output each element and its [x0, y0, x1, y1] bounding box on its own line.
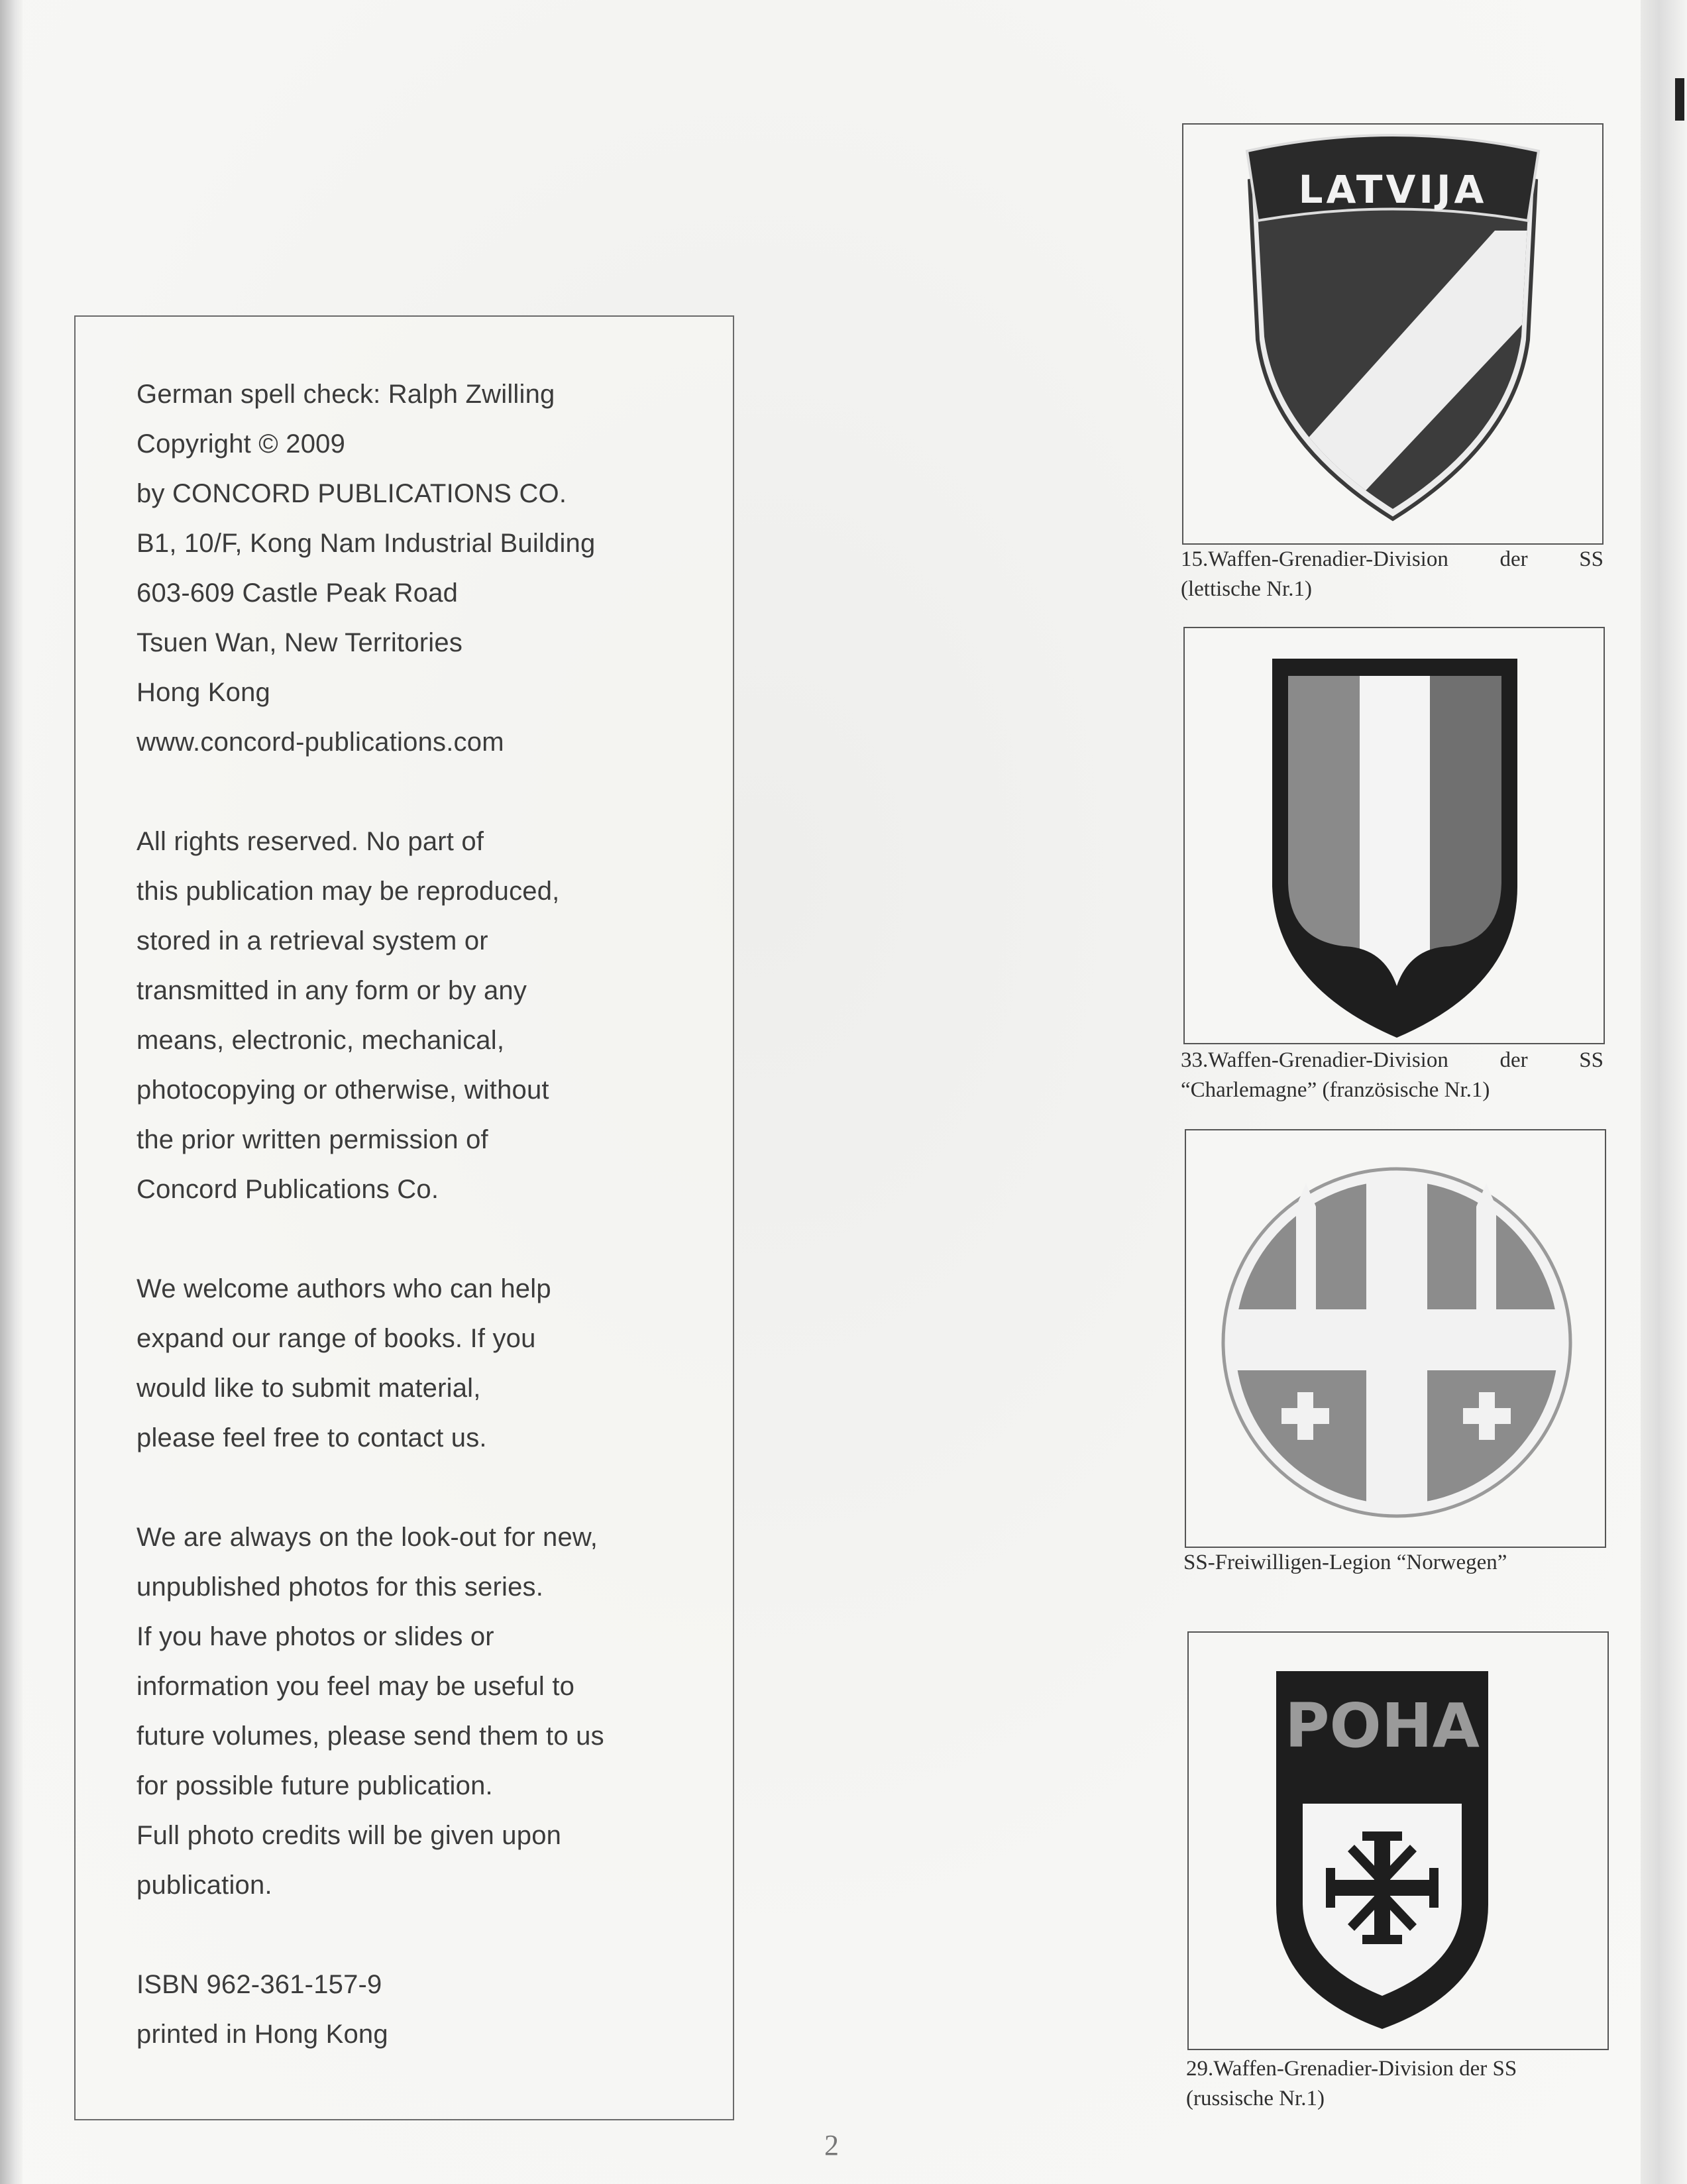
- isbn-line: ISBN 962-361-157-9: [136, 1970, 382, 1999]
- address-line: B1, 10/F, Kong Nam Industrial Building: [136, 529, 596, 558]
- caption-ss: SS: [1579, 1048, 1604, 1072]
- photos-line: publication.: [136, 1871, 272, 1900]
- rights-paragraph: [136, 817, 720, 1215]
- poha-label: POHA: [1285, 1690, 1480, 1761]
- caption-ss: SS: [1579, 547, 1604, 571]
- caption-der: der: [1499, 547, 1528, 571]
- photos-line: unpublished photos for this series.: [136, 1572, 544, 1602]
- caption-division: 33.Waffen-Grenadier-Division: [1181, 1048, 1448, 1072]
- caption-subtitle: “Charlemagne” (französische Nr.1): [1181, 1078, 1490, 1102]
- rights-line: Concord Publications Co.: [136, 1175, 439, 1204]
- publisher-name: by CONCORD PUBLICATIONS CO.: [136, 479, 567, 508]
- caption-subtitle: (lettische Nr.1): [1181, 577, 1312, 601]
- badge-frame-charlemagne: [1183, 627, 1605, 1044]
- authors-line: would like to submit material,: [136, 1374, 481, 1403]
- copyright-line: Copyright © 2009: [136, 429, 346, 459]
- address-line: 603-609 Castle Peak Road: [136, 578, 459, 608]
- rights-line: transmitted in any form or by any: [136, 976, 527, 1005]
- caption-der: der: [1499, 1048, 1528, 1072]
- adjacent-page-edge: [1641, 0, 1687, 2184]
- rights-line: the prior written permission of: [136, 1125, 488, 1154]
- address-line: Tsuen Wan, New Territories: [136, 628, 463, 657]
- badge-frame-norwegen: [1185, 1129, 1606, 1548]
- photos-paragraph: [136, 1513, 720, 1910]
- page-number: 2: [824, 2129, 839, 2161]
- badge-frame-poha: [1187, 1631, 1609, 2050]
- edge-marker: [1675, 78, 1684, 121]
- authors-paragraph: [136, 1264, 720, 1463]
- authors-line: expand our range of books. If you: [136, 1324, 536, 1353]
- charlemagne-shield-icon: [1185, 628, 1604, 1043]
- caption-norwegen: [1183, 1548, 1507, 1578]
- credits-paragraph: [136, 370, 720, 767]
- latvija-shield-icon: [1183, 125, 1602, 543]
- caption-charlemagne: [1181, 1046, 1604, 1105]
- photos-line: We are always on the look-out for new,: [136, 1523, 598, 1552]
- norwegen-roundel-icon: [1186, 1130, 1605, 1547]
- caption-title: SS-Freiwilligen-Legion “Norwegen”: [1183, 1551, 1507, 1574]
- photos-line: Full photo credits will be given upon: [136, 1821, 562, 1850]
- badge-frame-latvija: [1182, 123, 1604, 545]
- photos-line: If you have photos or slides or: [136, 1622, 494, 1651]
- spell-check-credit: German spell check: Ralph Zwilling: [136, 380, 555, 409]
- binding-shadow: [0, 0, 23, 2184]
- rights-line: stored in a retrieval system or: [136, 926, 488, 956]
- caption-division: 15.Waffen-Grenadier-Division: [1181, 547, 1448, 571]
- authors-line: We welcome authors who can help: [136, 1274, 551, 1303]
- printed-in-line: printed in Hong Kong: [136, 2020, 388, 2049]
- caption-latvija: [1181, 545, 1604, 604]
- authors-line: please feel free to contact us.: [136, 1423, 487, 1452]
- imprint-box: [74, 315, 734, 2120]
- address-line: Hong Kong: [136, 678, 270, 707]
- rights-line: means, electronic, mechanical,: [136, 1026, 505, 1055]
- photos-line: information you feel may be useful to: [136, 1672, 575, 1701]
- rights-line: All rights reserved. No part of: [136, 827, 484, 856]
- latvija-label: LATVIJA: [1298, 167, 1488, 212]
- website-line: www.concord-publications.com: [136, 728, 504, 757]
- rights-line: photocopying or otherwise, without: [136, 1075, 549, 1105]
- photos-line: for possible future publication.: [136, 1771, 493, 1800]
- rights-line: this publication may be reproduced,: [136, 877, 560, 906]
- isbn-paragraph: [136, 1960, 720, 2059]
- photos-line: future volumes, please send them to us: [136, 1721, 604, 1751]
- caption-title: 29.Waffen-Grenadier-Division der SS: [1186, 2057, 1517, 2081]
- caption-subtitle: (russische Nr.1): [1186, 2087, 1325, 2110]
- caption-poha: [1186, 2054, 1517, 2114]
- poha-shield-icon: [1189, 1633, 1607, 2049]
